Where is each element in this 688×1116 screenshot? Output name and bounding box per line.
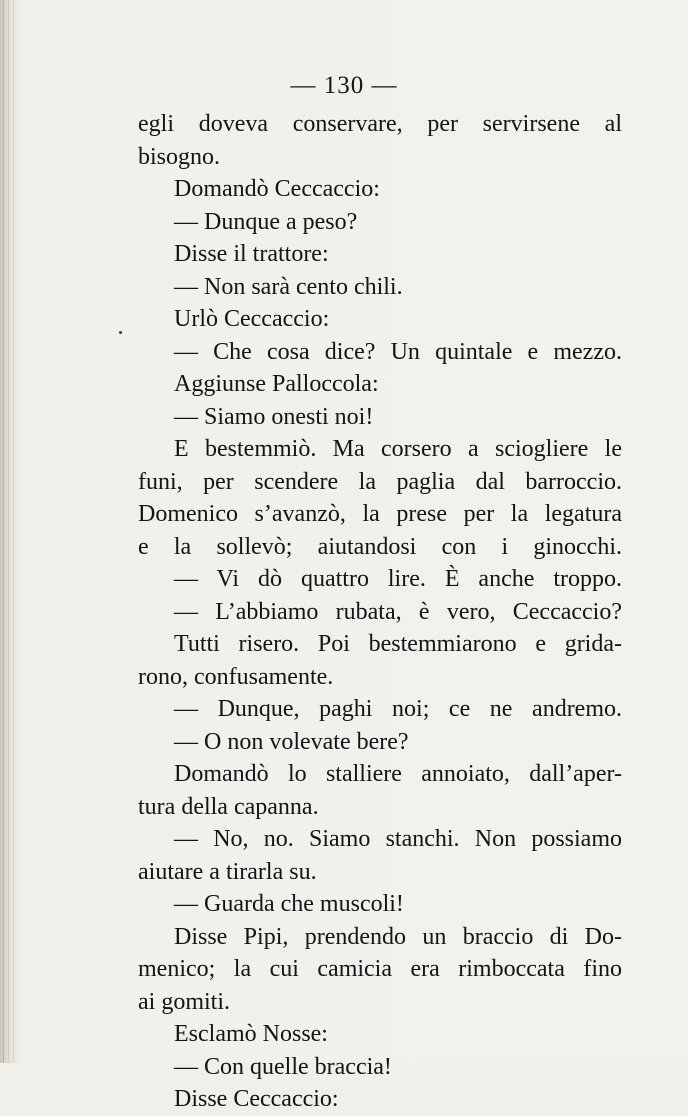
text-line: rono, confusamente.	[138, 663, 334, 690]
text-line: Esclamò Nosse:	[174, 1021, 328, 1047]
text-line: — L’abbiamo rubata, è vero, Ceccaccio?	[174, 598, 622, 625]
text-line: aiutare a tirarla su.	[138, 858, 317, 885]
text-line: Domandò Ceccaccio:	[174, 176, 380, 202]
binding-edge-line	[13, 0, 14, 1063]
text-line: E bestemmiò. Ma corsero a sciogliere le	[174, 436, 622, 462]
text-line: Domenico s’avanzò, la prese per la legatura	[138, 501, 622, 527]
binding-edge-line	[3, 0, 4, 1063]
text-line: Disse il trattore:	[174, 241, 329, 267]
print-speck	[119, 331, 122, 334]
text-line: ai gomiti.	[138, 988, 230, 1015]
text-line: Disse Ceccaccio:	[174, 1086, 339, 1112]
text-line: Urlò Ceccaccio:	[174, 306, 330, 332]
text-line: bisogno.	[138, 143, 221, 170]
text-line: Disse Pipi, prendendo un braccio di Do-	[174, 923, 622, 950]
text-line: tura della capanna.	[138, 793, 319, 820]
text-line: funi, per scendere la paglia dal barroccio.	[138, 468, 622, 495]
text-line: — Con quelle braccia!	[174, 1053, 392, 1080]
text-line: — Siamo onesti noi!	[174, 403, 374, 430]
text-line: Domandò lo stalliere annoiato, dall’aper-	[174, 761, 622, 787]
text-line: — Dunque a peso?	[174, 208, 358, 235]
text-line: — Guarda che muscoli!	[174, 891, 404, 917]
text-line: Aggiunse Palloccola:	[174, 371, 379, 397]
binding-edge-line	[8, 0, 9, 1063]
text-line: egli doveva conservare, per servirsene al	[138, 111, 622, 137]
text-line: — Vi dò quattro lire. È anche troppo.	[174, 566, 622, 592]
text-line: — Dunque, paghi noi; ce ne andremo.	[174, 696, 622, 722]
text-line: — No, no. Siamo stanchi. Non possiamo	[174, 826, 622, 852]
text-line: menico; la cui camicia era rimboccata fino	[138, 956, 622, 982]
body-text	[138, 108, 622, 1116]
page-number: — 130 —	[290, 72, 398, 99]
text-line: — Non sarà cento chili.	[174, 273, 403, 300]
text-line: — O non volevate bere?	[174, 728, 409, 755]
text-line: Tutti risero. Poi bestemmiarono e grida-	[174, 631, 622, 657]
text-line: — Che cosa dice? Un quintale e mezzo.	[174, 338, 622, 365]
text-line: e la sollevò; aiutandosi con i ginocchi.	[138, 533, 622, 560]
